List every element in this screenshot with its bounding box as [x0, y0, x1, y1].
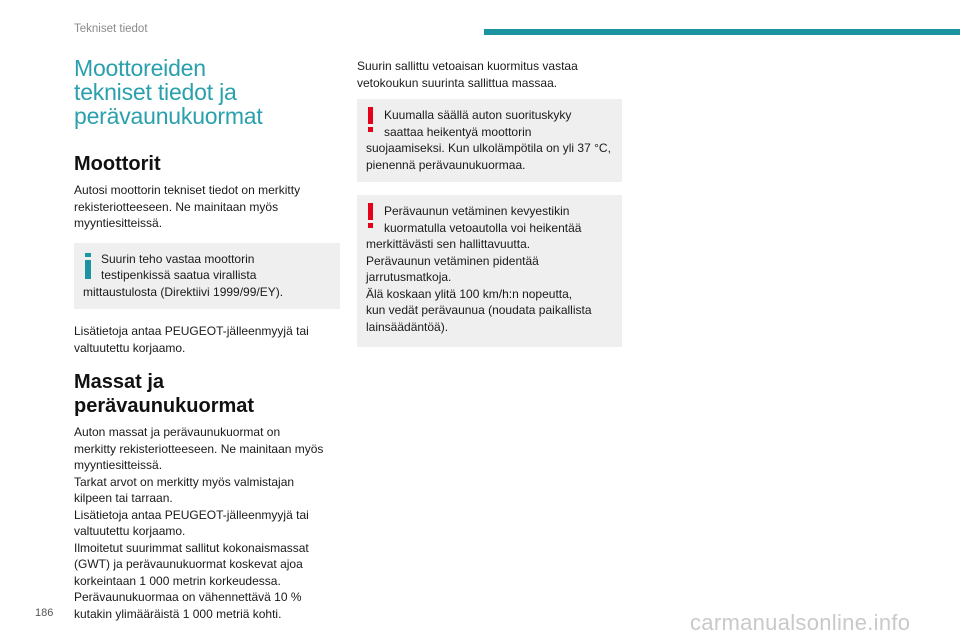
text-line: Tarkat arvot on merkitty myös valmistajan: [74, 474, 295, 489]
title-line: perävaunukuormat: [74, 103, 263, 129]
towbar-paragraph: [357, 58, 622, 91]
info-icon: [85, 253, 91, 279]
engines-paragraph: [74, 182, 340, 232]
warning-line: saattaa heikentyä moottorin: [384, 124, 532, 139]
warning-line: Perävaunun vetäminen kevyestikin: [384, 204, 570, 218]
warning-line: kuormatulla vetoautolla voi heikentää: [384, 220, 582, 235]
warning-line: jarrutusmatkoja.: [366, 270, 452, 284]
text-line: (GWT) ja perävaunukuormat koskevat ajoa: [74, 557, 303, 571]
warning-icon: [368, 107, 373, 133]
title-line: Moottoreiden: [74, 55, 206, 81]
text-line: Lisätietoja antaa PEUGEOT-jälleenmyyjä tai: [74, 324, 309, 338]
warning-line: Älä koskaan ylitä 100 km/h:n nopeutta,: [366, 286, 573, 301]
warning-line: kun vedät perävaunua (noudata paikallista: [366, 303, 592, 317]
header-accent-bar: [484, 29, 960, 35]
warning-line: Perävaunun vetäminen pidentää: [366, 253, 539, 268]
warning-line: merkittävästi sen hallittavuutta.: [366, 237, 531, 251]
warning-line: pienennä perävaunukuormaa.: [366, 157, 526, 172]
text-line: vetokoukun suurinta sallittua massaa.: [357, 75, 558, 90]
text-line: Autosi moottorin tekniset tiedot on merkitty: [74, 183, 301, 197]
text-line: valtuutettu korjaamo.: [74, 340, 186, 355]
warning-box-towing: [357, 195, 622, 347]
title-line: tekniset tiedot ja: [74, 79, 237, 105]
section-label: Tekniset tiedot: [74, 23, 148, 35]
text-line: Perävaunukuormaa on vähennettävä 10 %: [74, 590, 302, 604]
right-column: [357, 58, 622, 347]
watermark: carmanualsonline.info: [690, 610, 911, 635]
text-line: kilpeen tai tarraan.: [74, 491, 173, 505]
left-column: [74, 56, 340, 622]
info-note-box: [74, 243, 340, 310]
heading-line: Massat ja: [74, 371, 165, 393]
masses-paragraph: [74, 424, 340, 622]
note-line: testipenkissä saatua virallista: [101, 268, 257, 282]
warning-line: Kuumalla säällä auton suorituskyky: [384, 108, 572, 122]
engines-heading: Moottorit: [74, 153, 161, 175]
text-line: myyntiesitteissä.: [74, 216, 163, 230]
warning-icon: [368, 203, 373, 229]
note-line: Suurin teho vastaa moottorin: [101, 251, 255, 266]
text-line: rekisteriotteeseen. Ne mainitaan myös: [74, 199, 279, 214]
warning-line: suojaamiseksi. Kun ulkolämpötila on yli 37 °C,: [366, 141, 611, 155]
text-line: merkitty rekisteriotteeseen. Ne mainitaan myös: [74, 441, 324, 456]
text-line: korkeintaan 1 000 metrin korkeudessa.: [74, 573, 281, 588]
warning-line: lainsäädäntöä).: [366, 319, 449, 334]
note-line: mittaustulosta (Direktiivi 1999/99/EY).: [83, 284, 284, 299]
dealer-paragraph: [74, 323, 340, 356]
page-number: 186: [35, 607, 54, 619]
text-line: valtuutettu korjaamo.: [74, 524, 186, 538]
masses-heading: [74, 370, 340, 418]
text-line: Ilmoitetut suurimmat sallitut kokonaismassat: [74, 540, 309, 555]
text-line: Auton massat ja perävaunukuormat on: [74, 425, 281, 439]
warning-box-hot-weather: [357, 99, 622, 182]
text-line: myyntiesitteissä.: [74, 458, 163, 472]
text-line: kutakin ylimääräistä 1 000 metriä kohti.: [74, 606, 282, 621]
heading-line: perävaunukuormat: [74, 395, 255, 417]
page-title: [74, 56, 340, 128]
text-line: Suurin sallittu vetoaisan kuormitus vastaa: [357, 59, 578, 73]
text-line: Lisätietoja antaa PEUGEOT-jälleenmyyjä tai: [74, 507, 309, 522]
